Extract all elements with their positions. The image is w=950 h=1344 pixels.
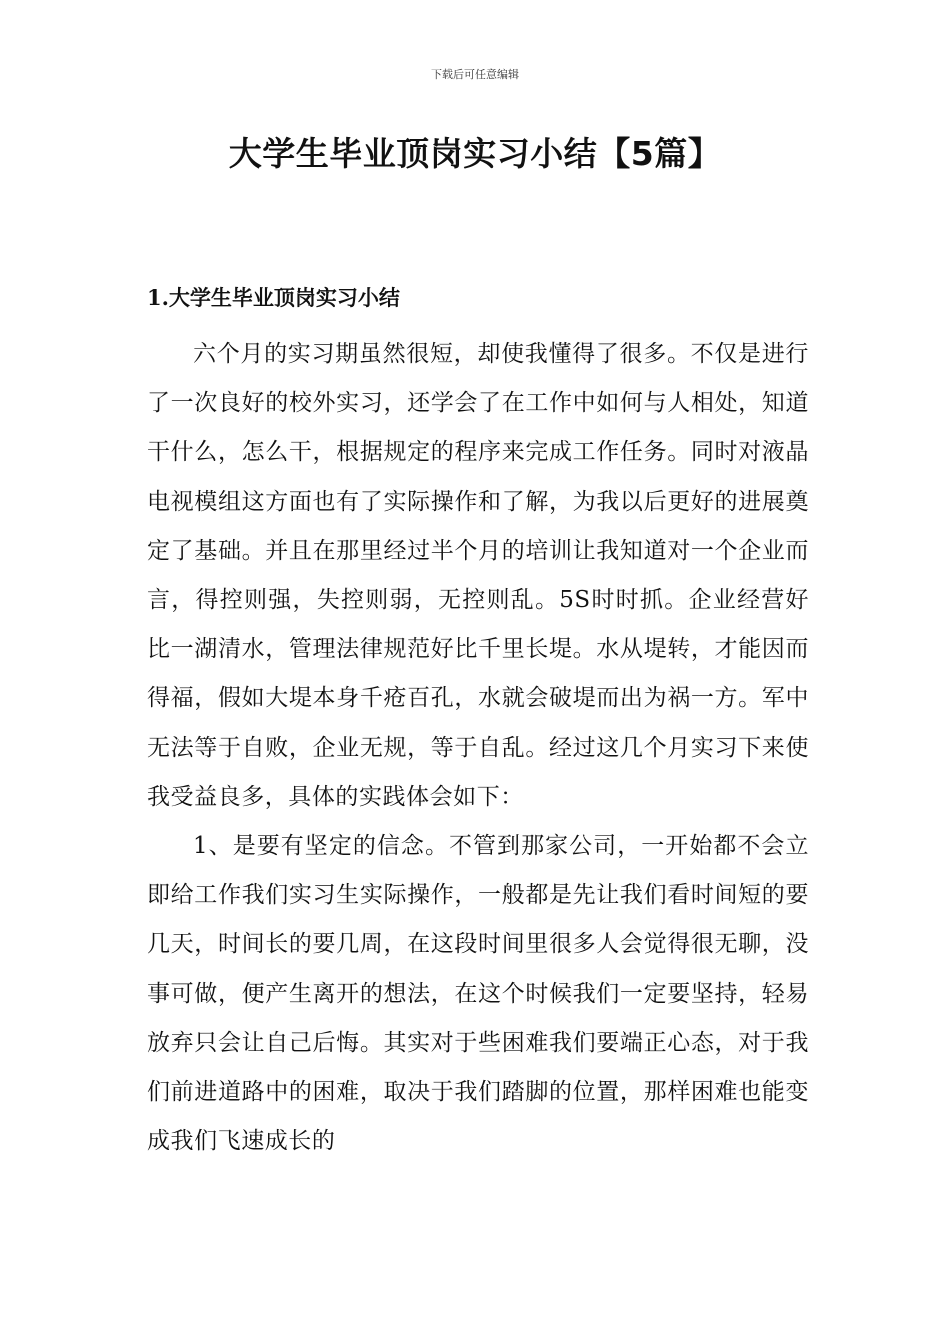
body-paragraph: 六个月的实习期虽然很短，却使我懂得了很多。不仅是进行了一次良好的校外实习，还学会了在工作中如何与人相处，知道干什么，怎么干，根据规定的程序来完成工作任务。同时对液晶电视模组这方面也有了实际操作和了解，为我以后更好的进展奠定了基础。并且在那里经过半个月的培训让我知道对一个企业而言，得控则强，失控则弱，无控则乱。5S时时抓。企业经营好比一湖清水，管理法律规范好比千里长堤。水从堤转，才能因而得福，假如大堤本身千疮百孔，水就会破堤而出为祸一方。军中无法等于自败，企业无规，等于自乱。经过这几个月实习下来使我受益良多，具体的实践体会如下： <box>147 341 809 810</box>
body-paragraph: 1、是要有坚定的信念。不管到那家公司，一开始都不会立即给工作我们实习生实际操作，一般都是先让我们看时间短的要几天，时间长的要几周，在这段时间里很多人会觉得很无聊，没事可做，便产生离开的想法，在这个时候我们一定要坚持，轻易放弃只会让自己后悔。其实对于些困难我们要端正心态，对于我们前进道路中的困难，取决于我们踏脚的位置，那样困难也能变成我们飞速成长的 <box>147 833 809 1155</box>
document-body <box>147 330 809 1166</box>
section-heading: 1.大学生毕业顶岗实习小结 <box>147 285 400 310</box>
page-header-note: 下载后可任意编辑 <box>431 68 519 81</box>
document-title: 大学生毕业顶岗实习小结【5篇】 <box>228 134 722 173</box>
